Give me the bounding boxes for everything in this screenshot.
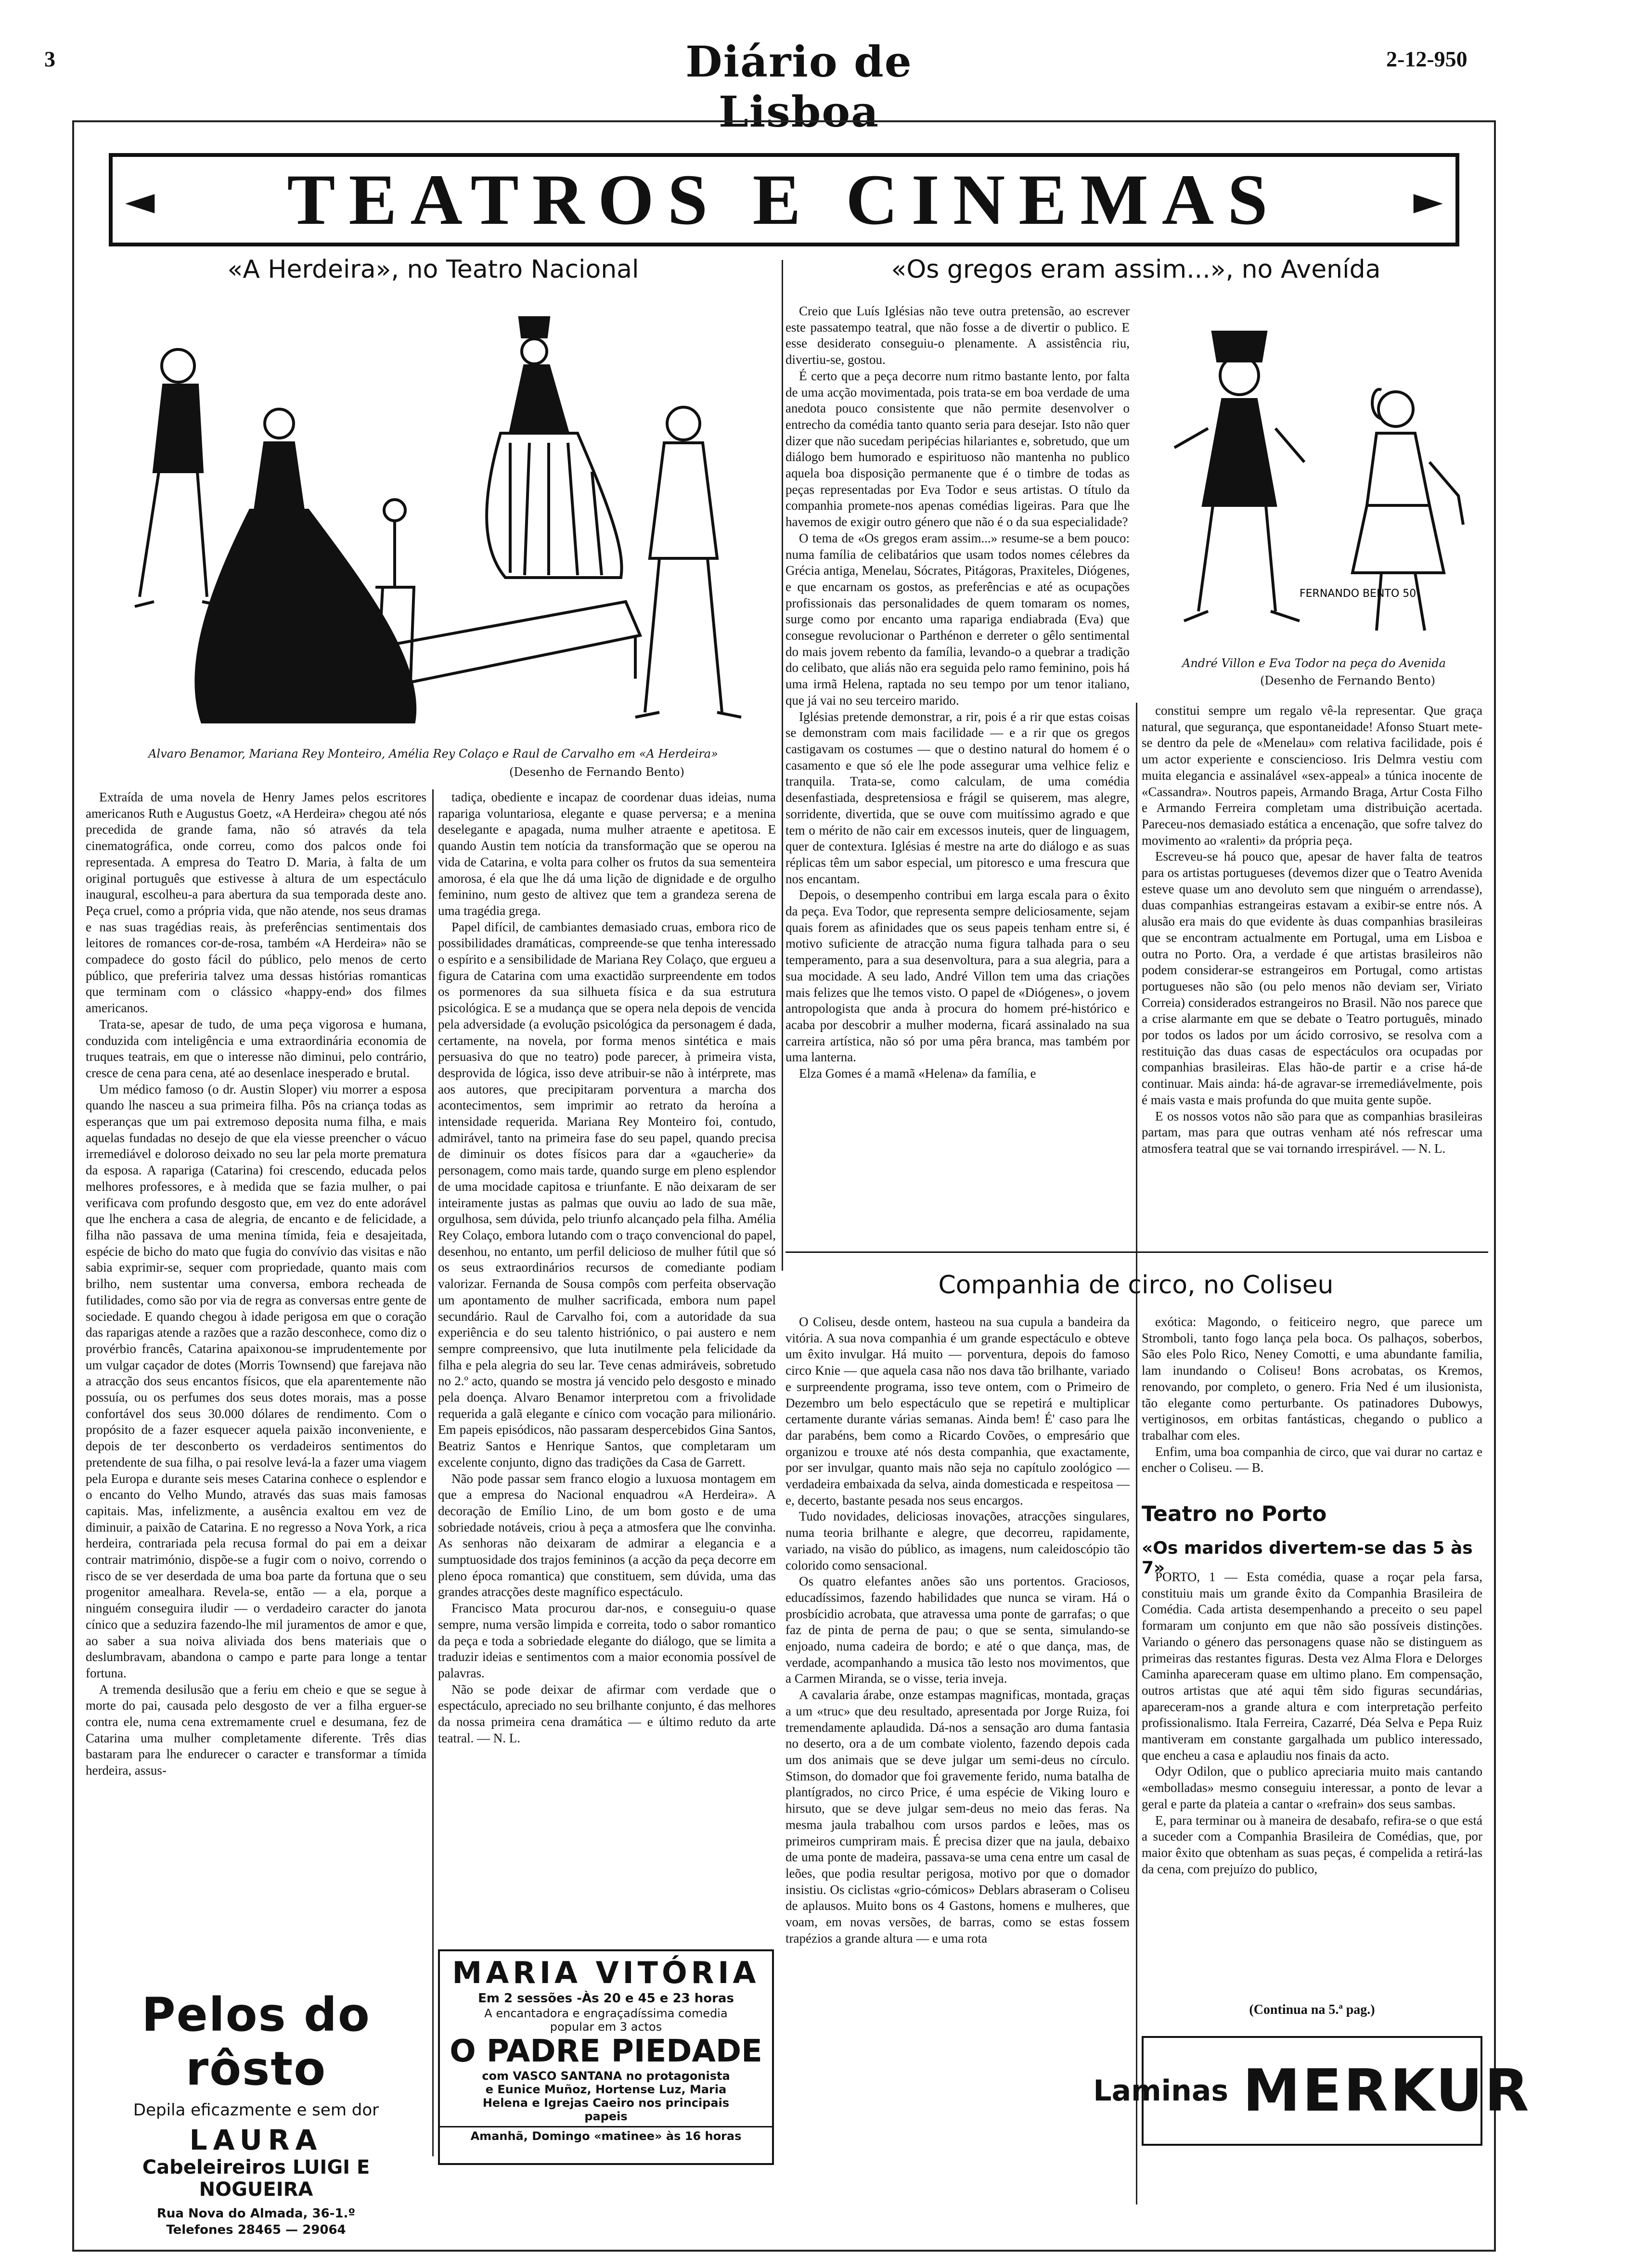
ad-merkur-label: Laminas [1093, 2074, 1229, 2108]
paragraph: Trata-se, apesar de tudo, de uma peça vigorosa e humana, conduzida com inteligência e uma extraordinária economia de truques teatrais, em que o interesse não diminui, pelo contrário, cresce de cena para cena, até ao desenlace inesperado e brutal. [86, 1017, 426, 1080]
ad-schedule: Em 2 sessões -Às 20 e 45 e 23 horas [478, 1991, 734, 2006]
issue-date: 2-12-950 [1386, 47, 1468, 71]
heredeira-credit: (Desenho de Fernando Bento) [509, 765, 684, 779]
paragraph: Francisco Mata procurou dar-nos, e conseguiu-o quase sempre, numa versão limpida e correita, todo o sabor romantico da peça e toda a sobriedade elegante do diálogo, que se limita a traduzir ideias e sentimentos com a maior economia possível de palavras. [438, 1601, 776, 1680]
paragraph: exótica: Magondo, o feiticeiro negro, que parece um Stromboli, tanto fogo lança pela boca. Os palhaços, soberbos, São eles Polo Rico, Neney Comotti, e uma abundante familia, lam inundando o Coliseu! Bons acrobatas, os Kremos, renovando, por completo, o genero. Fria Ned é um ilusionista, tão elegante como perturbante. Os patinadores Dubowys, vertiginosos, em orbitas fantásticas, chegando o publico a trabalhar com eles. [1142, 1314, 1482, 1443]
heredeira-illustration [106, 298, 775, 741]
ad-laura-salon: Cabeleireiros LUIGI E NOGUEIRA [142, 2156, 370, 2201]
gregos-caption: André Villon e Eva Todor na peça do Avenida [1182, 657, 1446, 670]
column-divider [432, 789, 434, 2156]
paragraph: Um médico famoso (o dr. Austin Sloper) viu morrer a esposa quando lhe nasceu a sua primeira filha. Pôs na criança todas as esperanças que um pai extremoso deposita numa filha, e mais aquelas fundadas no desejo de que ela viesse preencher o vácuo irremediável e doloroso deixado no seu lar pela morte prematura da esposa. A rapariga (Catarina) foi crescendo, educada pelos melhores professores, e à medida que se fazia mulher, o pai verificava com profundo desgosto que, em vez do ente adorável que lhe enchera a casa de alegria, de encanto e de felicidade, a filha não passava de uma menina tímida, feia e desajeitada, espécie de bicho do mato que fugia do convívio das visitas e não sabia exprimir-se, sequer com propriedade, quanto mais com brilho, nem sustentar uma conversa, embora recheada de futilidades, como são por via de regra as conversas entre gente de sociedade. E quando chegou à idade perigosa em que o coração das raparigas atende a razões que a razão desconhece, como diz o provérbio francês, Catarina apaixonou-se imprudentemente por um vulgar caçador de dotes (Morris Townsend) que farejava não a atracção dos seus encantos físicos, que ela aparentemente não possuía, ou os perfumes dos seus dotes morais, mas a posse confortável dos seus 30.000 dólares de rendimento. Com o propósito de a fazer esquecer aquela paixão inconveniente, e depois de ter desconberto os verdadeiros sentimentos do pretendente de sua filha, o pai resolve levá-la a fazer uma viagem pela Europa e durante seis meses Catarina conhece o esplendor e o encanto do Velho Mundo, através das suas mais famosas capitais. Mas, infelizmente, a ausência exaltou em vez de diminuir, a paixão de Catarina. E no regresso a Nova York, a rica herdeira, contrariada pela recusa formal do pai em a deixar contrair matrimónio, dispõe-se a fugir com o noivo, correndo o risco de se ver deserdada de uma boa parte da fortuna que o seu progenitor amealhara. Revela-se, então — a ela, porque a ninguém conseguira iludir — o verdadeiro caracter do janota cínico que a seduzira fazendo-lhe mil juramentos de amor e que, ao saber a sua noiva aliviada dos bens materiais que o deslumbravam, abandona o campo e parte para longe a tentar fortuna. [86, 1082, 426, 1680]
masthead: Diário de Lisboa [685, 37, 913, 137]
arrow-right-icon: ► [1413, 178, 1443, 223]
gregos-credit: (Desenho de Fernando Bento) [1260, 674, 1435, 687]
paragraph: Não se pode deixar de afirmar com verdade que o espectáculo, apreciado no seu brilhante conjunto, é das melhores da nossa primeira cena dramática — e último reduto da arte teatral. — N. L. [438, 1682, 776, 1745]
ad-laura [86, 1983, 426, 2237]
paragraph: Iglésias pretende demonstrar, a rir, pois é a rir que estas coisas se demonstram com mais facilidade — e a rir que os gregos castigavam os costumes — que o destino natural do homem é o casamento e que só ele lhe pode assegurar uma velhice feliz e tranquila. Trata-se, como calculam, de uma comédia desenfastiada, despretensiosa e frágil se quiserem, mas alegre, sorridente, divertida, que se ouve com muitíssimo agrado e que tem o mérito de não cair em excessos inuteis, quer de linguagem, quer de contextura. Iglésias é mestre na arte do diálogo e as suas réplicas têm um sabor especial, um pitoresco e uma frescura que nos encantam. [785, 709, 1130, 886]
ad-text: Helena e Igrejas Caeiro nos principais [482, 2096, 730, 2110]
ad-play-title: O PADRE PIEDADE [450, 2034, 762, 2069]
ad-text: A encantadora e engraçadíssima comedia [484, 2007, 728, 2020]
column-divider [1136, 703, 1137, 2204]
paragraph: O tema de «Os gregos eram assim...» resume-se a bem pouco: numa família de celibatários que usam todos nomes célebres da Grécia antiga, Menelau, Sócrates, Pitágoras, Praxiteles, Diógenes, e que encarnam os gostos, as preferências e até as ocupações profissionais das personalidades de quem tomaram os nomes, surge como por encanto uma rapariga endiabrada (Eva) que consegue revolucionar o Parthénon e derreter o gêlo sentimental do mais jovem rebento da família, levando-o a quebrar a tradição do celibato, que aliás não era seguida pelo ramo feminino, pois há uma irmã Helena, raptada no seu tempo por um tenor italiano, que já vai no seu terceiro marido. [785, 530, 1130, 708]
illustration-signature: FERNANDO BENTO 50 [1300, 588, 1416, 600]
heredeira-text-col2 [438, 789, 776, 1973]
paragraph: Não pode passar sem franco elogio a luxuosa montagem em que a empresa do Nacional enquadrou «A Herdeira». A decoração de Emílio Lino, de um bom gosto e de uma sobriedade notáveis, criou à peça a atmosfera que lhe convinha. As senhoras não deixaram de admirar a elegancia e a sumptuosidade dos trajos femininos (a acção da peça decorre em pleno época romantica) que constituem, sem dúvida, uma das grandes atracções deste magnífico espectáculo. [438, 1471, 776, 1599]
paragraph: Extraída de uma novela de Henry James pelos escritores americanos Ruth e Augustus Goetz, «A Herdeira» chegou até nós precedida de grande fama, não só através da tela cinematográfica, onde correu, como dos palcos onde foi representada. A empresa do Teatro D. Maria, à falta de um original português que estivesse à altura de um espectáculo inaugural, escolheu-a para abertura da sua temporada deste ano. Peça cruel, como a própria vida, que não atende, nos seus dramas e nas suas tragédias reais, às preferências sentimentais dos leitores de romances cor-de-rosa, também «A Herdeira» não se compadece do gosto fácil do público, pelo menos de certo público, que preferiria talvez uma dessas histórias romanticas que terminam com o clássico «happy-end» dos filmes americanos. [86, 790, 426, 1016]
circo-text-col4 [1142, 1314, 1482, 1497]
porto-headline: «Os maridos divertem-se das 5 às 7» [1142, 1538, 1473, 1578]
page-number: 3 [44, 47, 55, 71]
ad-theatre-name: MARIA VITÓRIA [452, 1955, 760, 1990]
column-divider [782, 260, 783, 1271]
section-banner [109, 153, 1459, 246]
heredeira-caption: Alvaro Benamor, Mariana Rey Monteiro, Amélia Rey Colaço e Raul de Carvalho em «A Herdeira» [148, 747, 718, 760]
section-title: TEATROS E CINEMAS [287, 160, 1281, 240]
paragraph: Elza Gomes é a mamã «Helena» da família, e [799, 1066, 1036, 1081]
paragraph: É certo que a peça decorre num ritmo bastante lento, por falta de uma acção movimentada, pois trata-se em boa verdade de uma anedota pouco consistente que não permite desenvolver o entrecho da comédia tanto quanto seria para desejar. Isto não quer dizer que não sucedam peripécias hilariantes e, sobretudo, que um diálogo bem humorado e espirituoso não mantenha no publico aquela boa disposição permanente que é o timbre de todas as peças representadas por Eva Todor e seus artistas. O título da companhia promete-nos apenas comédias ligeiras. Para que lhe havemos de exigir outro género que não é o da sua especialidade? [785, 368, 1130, 529]
ad-maria-vitoria [438, 1949, 774, 2165]
gregos-illustration [1146, 303, 1482, 650]
paragraph: PORTO, 1 — Esta comédia, quase a roçar pela farsa, constituiu mais um grande êxito da Companhia Brasileira de Comédia. Cada artista desempenhando a preceito o seu papel formaram um conjunto em que não são possíveis distinções. Variando o género das personagens quase não se distinguem as primeiras das restantes figuras. Desta vez Alma Flora e Delorges Caminha apareceram quase em ultimo plano. Em compensação, outros artistas que até aqui têm sido figuras secundárias, apareceram-nos a grande altura e com interpretação perfeito profissionalismo. Itala Ferreira, Cazarré, Déa Selva e Pepa Ruiz mantiveram em constante gargalhada um publico interessado, que encheu a casa e aplaudiu nos finais da acto. [1142, 1570, 1482, 1763]
circo-headline: Companhia de circo, no Coliseu [938, 1271, 1334, 1300]
paragraph: Papel difícil, de cambiantes demasiado cruas, embora rico de possibilidades dramáticas, compreende-se que tenha interessado o espírito e a sensibilidade de Mariana Rey Colaço, que ergueu a figura de Catarina com uma exactidão surpreendente em todos os pormenores da sua silhueta física e da sua estrutura psicológica. E se a mudança que se opera nela depois de vencida pela adversidade (a evolução psicológica da personagem é dada, certamente, na novela, por forma menos sintética e mais persuasiva do que no teatro) pode parecer, à primeira vista, desprovida de lógica, isso deve atribuir-se não à intérprete, mas aos autores, que precipitaram porventura a marcha dos acontecimentos, sem imprimir ao retrato da heroína a intensidade requerida. Mariana Rey Monteiro foi, contudo, admirável, tanto na primeira fase do seu papel, quando precisa de diminuir os dotes físicos para dar a «gaucherie» da personagem, como mais tarde, quando surge em pleno esplendor de uma mocidade capitosa e triunfante. E não deixaram de ser inteiramente justas as palmas que ouviu ao lado de sua mãe, orgulhosa, sem dúvida, pelo triunfo alcançado pela filha. Amélia Rey Colaço, embora lutando com o traço convencional do papel, desenhou, no entanto, um perfil delicioso de mulher fútil que só os seus extraordinários recursos de comediante podiam valorizar. Fernanda de Sousa compôs com perfeita observação um apontamento de mulher sacrificada, embora num papel secundário. Raul de Carvalho foi, com a autoridade da sua experiência e do seu talento histriónico, o pai austero e nem sempre compreensivo, que luta inutilmente pela felicidade da filha e pela alegria do seu lar. Teve cenas admiráveis, sobretudo no 2.º acto, quando se mostra já vencido pelo desgosto e minado pela doença. Alvaro Benamor interpretou com a frivolidade requerida a galã elegante e cínico com vocação para milionário. Em papeis episódicos, não passaram despercebidos Gina Santos, Beatriz Santos e Henrique Santos, que completaram um excelente conjunto, digno das tradições da Casa de Garrett. [438, 919, 776, 1469]
paragraph: Creio que Luís Iglésias não teve outra pretensão, ao escrever este passatempo teatral, que não fosse a de divertir o publico. E esse desiderato conseguiu-o plenamente. A assistência riu, divertiu-se, gostou. [785, 304, 1130, 367]
paragraph: E, para terminar ou à maneira de desabafo, refira-se o que está a suceder com a Companhia Brasileira de Comédias, que, por maior êxito que obtenham as suas peças, é compelida a retirá-las da cena, com prejuízo do publico, [1142, 1813, 1482, 1876]
ad-text: e Eunice Muñoz, Hortense Luz, Maria [485, 2083, 727, 2096]
gregos-text-col3 [785, 303, 1130, 1247]
paragraph: tadiça, obediente e incapaz de coordenar duas ideias, numa rapariga voluntariosa, elegante e quase perversa; e a menina deselegante e apagada, numa mulher atraente e apetitosa. E quando Austin tem notícia da transformação que se operou na vida de Catarina, e volta para colher os frutos da sua sementeira amorosa, é ela que lhe dá uma lição de dignidade e de orgulho feminino, num gesto de altivez que tem a grandeza serena de uma tragédia grega. [438, 790, 776, 918]
paragraph: O Coliseu, desde ontem, hasteou na sua cupula a bandeira da vitória. A sua nova companhia é um grande espectáculo e obteve um êxito invulgar. Há muito — porventura, depois do famoso circo Knie — que aquela casa não nos dava tão brilhante, variado e surpreendente programa, isso teve ontem, com o Primeiro de Dezembro um belo espectáculo que se repetirá e multiplicar certamente durante várias semanas. Ainda bem! É' caso para lhe dar parabéns, bem como a Ricardo Covões, o empresário que organizou e trouxe até nós desta companhia, que exactamente, por ser invulgar, quanto mais não seja no capítulo zoológico — verdadeira embaixada da selva, ainda domesticada e respeitosa — e, decerto, bastante pesada nos seus encargos. [785, 1314, 1130, 1508]
circo-text-col3 [785, 1314, 1130, 2214]
ad-laura-brand: LAURA [189, 2124, 323, 2156]
ad-laura-phones: Telefones 28465 — 29064 [166, 2223, 346, 2237]
paragraph: E os nossos votos não são para que as companhias brasileiras partam, mas para que outras venham até nós refrescar uma atmosfera teatral que se vai tornando irrespirável. — N. L. [1142, 1108, 1482, 1156]
gregos-text-col4 [1142, 703, 1482, 1237]
ad-merkur [1093, 2036, 1531, 2146]
paragraph: A tremenda desilusão que a feriu em cheio e que se segue à morte do pai, causada pelo desgosto de ver a filha erguer-se contra ele, numa cena extremamente cruel e desumana, fez de Catarina uma mulher completamente diferente. Três dias bastaram para lhe endurecer o caracter e transformar a tímida herdeira, assus- [86, 1682, 426, 1778]
paragraph: Os quatro elefantes anões são uns portentos. Graciosos, educadíssimos, fazendo habilidades que nunca se viram. Há o prosbícidio acrobata, que atravessa uma ponte de garrafas; o que faz de pinta de perna de pau; o que se senta, simulando-se enjoado, numa cadeira de bordo; e até o que dança, mas, de verdade, acompanhando a musica tão lesto nos movimentos, que a Carmen Miranda, se o visse, teria inveja. [785, 1574, 1130, 1686]
ad-text: papeis [584, 2110, 628, 2123]
paragraph: Tudo novidades, deliciosas inovações, atracções singulares, numa teoria brilhante e alegre, que decorreu, rapidamente, variado, na visão do público, as imagens, num caleidoscópio tão colorido como sensacional. [785, 1509, 1130, 1572]
paragraph: Enfim, uma boa companhia de circo, que vai durar no cartaz e encher o Coliseu. — B. [1142, 1444, 1482, 1475]
continued-note: (Continua na 5.ª pag.) [1249, 2002, 1375, 2017]
paragraph: Depois, o desempenho contribui em larga escala para o êxito da peça. Eva Todor, que representa sempre deliciosamente, sejam quais forem as afinidades que os seus papeis tenham entre si, é motivo suficiente de atracção numa figura talhada para o seu temperamento, para a sua desenvoltura, para a sua alegria, para a sua mocidade. A seu lado, André Villon tem uma das criações mais felizes que lhe temos visto. O papel de «Diógenes», o jovem antropologista que anda à procura do homem pré-histórico e acaba por descobrir a mulher moderna, ficará assinalado na sua carreira artística, não só por uma pêra branca, mas também por uma lanterna. [785, 888, 1130, 1065]
arrow-left-icon: ◄ [125, 178, 155, 223]
heredeira-text-col1 [86, 789, 426, 1993]
ad-laura-tagline: Depila eficazmente e sem dor [133, 2100, 379, 2120]
ad-laura-title: Pelos do rôsto [142, 1988, 371, 2096]
ad-footer: Amanhã, Domingo «matinee» às 16 horas [440, 2126, 772, 2143]
heredeira-headline: «A Herdeira», no Teatro Nacional [227, 255, 639, 284]
paragraph: Escreveu-se há pouco que, apesar de haver falta de teatros para os artistas portugueses (devemos dizer que o Teatro Avenida esteve quase um ano devoluto sem que ninguém o arrendasse), duas companhias estrangeiras estavam a exibir-se entre nós. A alusão era mais do que evidente às duas companhias brasileiras que se encontram actualmente em Portugal, uma em Lisboa e outra no Porto. Ora, a verdade é que artistas brasileiros não podem considerar-se estrangeiros em Portugal, como artistas portugueses não são (ou pelo menos não deviam ser, Viriato Correia) considerados estrangeiros no Brasil. Não nos parece que a crise alarmante em que se debate o Teatro português, minado por todos os lados por um ácido corrosivo, se resolva com a restituição das duas casas de espectáculos ora ocupadas por companhias brasileiras. Elas hão-de partir e a crise há-de continuar. Mais ainda: há-de agravar-se irremediávelmente, pois é mais vasta e mais profunda do que muita gente supõe. [1142, 849, 1482, 1107]
ad-text: com VASCO SANTANA no protagonista [482, 2069, 730, 2083]
paragraph: Odyr Odilon, que o publico apreciaria muito mais cantando «embolladas» mesmo conseguiu interessar, a ponto de levar a geral e parte da plateia a cantar o «refrain» dos seus sambas. [1142, 1764, 1482, 1811]
porto-section-title: Teatro no Porto [1142, 1502, 1327, 1526]
paragraph: A cavalaria árabe, onze estampas magnificas, montada, graças a um «truc» que deu resultado, apresentada por Jorge Ruiza, foi tremendamente aplaudida. Dá-nos a sensação aro duma fantasia no deserto, ora a de um combate violento, fazendo depois cada um dos animais que se deve julgar um semi-deus no círculo. Stimson, do domador que foi gravemente ferido, numa batalha de plantígrados, no circo Price, é uma espécie de Viking louro e hirsuto, que se deve julgar sem-deus no meio das feras. Na mesma jaula trabalhou com ursos pardos e leões, mas os primeiros cumpriram mais. É precisa dizer que na jaula, debaixo de uma ponte de madeira, passava-se uma cena entre um casal de leões, que podia resultar perigosa, motivo por que o domador insistiu. Os ciclistas «grio-cómicos» Deblars abraseram o Coliseu de aplausos. Muito bons os 4 Gastons, homens e mulheres, que voam, em novas versões, de barras, como se estas fossem trapézios a grande altura — e uma rota [785, 1688, 1130, 1946]
ad-laura-address: Rua Nova do Almada, 36-1.º [156, 2206, 356, 2221]
paragraph: constitui sempre um regalo vê-la representar. Que graça natural, que segurança, que espontaneidade! Afonso Stuart mete-se dentro da pele de «Menelau» com relativa facilidade, pois é um actor experiente e consciencioso. Iris Delmra vestiu com muita elegancia e assinalável «sex-appeal» a túnica inocente de «Cassandra». Noutros papeis, Armando Braga, Artur Costa Filho e Armando Ferreira completam uma distribuição acertada. Pareceu-nos demasiado estática a encenação, que sofre talvez do movimento ao «ralenti» da própria peça. [1142, 703, 1482, 848]
gregos-headline: «Os gregos eram assim...», no Avenída [891, 255, 1381, 284]
ad-merkur-brand: MERKUR [1243, 2057, 1531, 2125]
porto-text [1142, 1569, 1482, 1993]
section-rule [785, 1251, 1488, 1253]
ad-text: popular em 3 actos [550, 2020, 662, 2034]
